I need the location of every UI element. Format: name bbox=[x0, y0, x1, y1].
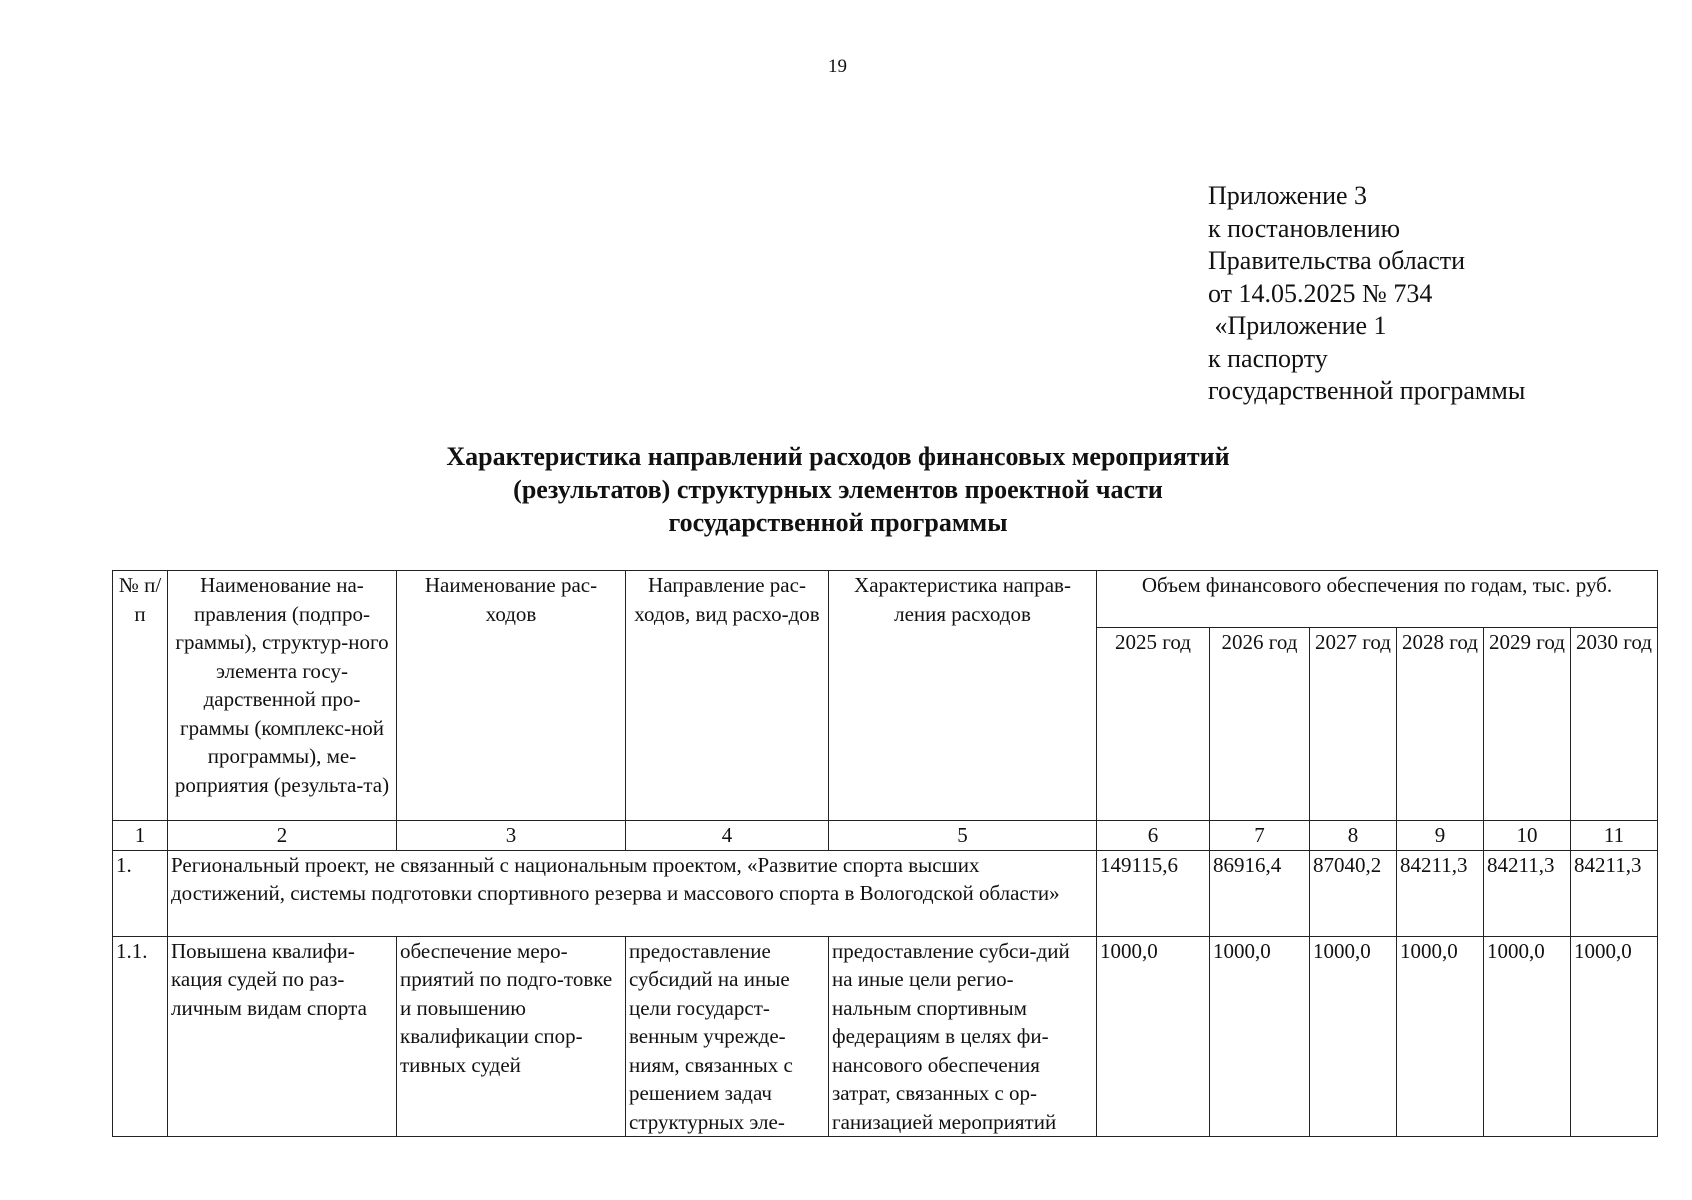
row-value: 84211,3 bbox=[1397, 850, 1484, 936]
expenses-table bbox=[112, 570, 1658, 1137]
title-line: (результатов) структурных элементов проектной части bbox=[513, 475, 1163, 504]
column-number: 2 bbox=[168, 821, 397, 851]
row-value: 1000,0 bbox=[1210, 936, 1310, 1137]
column-number: 8 bbox=[1310, 821, 1397, 851]
column-number: 11 bbox=[1571, 821, 1658, 851]
row-name: Региональный проект, не связанный с национальным проектом, «Развитие спорта высших достижений, системы подготовки спортивного резерва и массового спорта в Вологодской области» bbox=[168, 850, 1097, 936]
column-number: 10 bbox=[1484, 821, 1571, 851]
column-number: 1 bbox=[113, 821, 168, 851]
row-value: 1000,0 bbox=[1484, 936, 1571, 1137]
row-value: 87040,2 bbox=[1310, 850, 1397, 936]
row-value: 149115,6 bbox=[1097, 850, 1210, 936]
row-characteristic: предоставление субси-дий на иные цели регио-нальным спортивным федерациям в целях фи-нансового обеспечения затрат, связанных с ор-ганизацией мероприятий bbox=[829, 936, 1097, 1137]
column-number: 6 bbox=[1097, 821, 1210, 851]
header-year: 2025 год bbox=[1097, 628, 1210, 821]
appendix-line: Правительства области bbox=[1208, 246, 1466, 275]
row-num: 1.1. bbox=[113, 936, 168, 1137]
column-number: 5 bbox=[829, 821, 1097, 851]
header-row bbox=[113, 571, 1658, 628]
header-num: № п/п bbox=[113, 571, 168, 821]
header-funding: Объем финансового обеспечения по годам, тыс. руб. bbox=[1097, 571, 1658, 628]
header-year: 2029 год bbox=[1484, 628, 1571, 821]
row-direction: предоставление субсидий на иные цели государст-венным учрежде-ниям, связанных с решением задач структурных эле- bbox=[626, 936, 829, 1137]
table-row bbox=[113, 936, 1658, 1137]
row-value: 1000,0 bbox=[1097, 936, 1210, 1137]
title-line: Характеристика направлений расходов финансовых мероприятий bbox=[446, 442, 1230, 471]
header-direction-name: Наименование на-правления (подпро-граммы), структур-ного элемента госу-дарственной про-граммы (комплекс-ной программы), ме-роприятия (результа-та) bbox=[168, 571, 397, 821]
header-expense-name: Наименование рас-ходов bbox=[397, 571, 626, 821]
row-value: 84211,3 bbox=[1571, 850, 1658, 936]
appendix-line: государственной программы bbox=[1208, 376, 1526, 405]
appendix-line: к постановлению bbox=[1208, 213, 1401, 243]
row-num: 1. bbox=[113, 850, 168, 936]
row-value: 86916,4 bbox=[1210, 850, 1310, 936]
row-value: 1000,0 bbox=[1571, 936, 1658, 1137]
table-row bbox=[113, 850, 1658, 936]
row-name: Повышена квалифи-кация судей по раз-личным видам спорта bbox=[168, 936, 397, 1137]
appendix-line: Приложение 3 bbox=[1208, 181, 1368, 210]
column-number: 4 bbox=[626, 821, 829, 851]
header-year: 2027 год bbox=[1310, 628, 1397, 821]
header-expense-direction: Направление рас-ходов, вид расхо-дов bbox=[626, 571, 829, 821]
appendix-line: «Приложение 1 bbox=[1208, 311, 1387, 340]
column-number: 3 bbox=[397, 821, 626, 851]
header-characteristic: Характеристика направ-ления расходов bbox=[829, 571, 1097, 821]
column-number: 9 bbox=[1397, 821, 1484, 851]
row-expense-name: обеспечение меро-приятий по подго-товке и повышению квалификации спор-тивных судей bbox=[397, 936, 626, 1137]
appendix-line: от 14.05.2025 № 734 bbox=[1208, 278, 1433, 308]
document-title bbox=[0, 440, 1692, 539]
header-year: 2026 год bbox=[1210, 628, 1310, 821]
appendix-line: к паспорту bbox=[1208, 343, 1328, 373]
column-number: 7 bbox=[1210, 821, 1310, 851]
title-line: государственной программы bbox=[668, 508, 1008, 537]
row-value: 84211,3 bbox=[1484, 850, 1571, 936]
row-value: 1000,0 bbox=[1397, 936, 1484, 1137]
column-number-row bbox=[113, 821, 1658, 851]
appendix-note bbox=[1208, 180, 1525, 408]
header-year: 2030 год bbox=[1571, 628, 1658, 821]
row-value: 1000,0 bbox=[1310, 936, 1397, 1137]
header-year: 2028 год bbox=[1397, 628, 1484, 821]
